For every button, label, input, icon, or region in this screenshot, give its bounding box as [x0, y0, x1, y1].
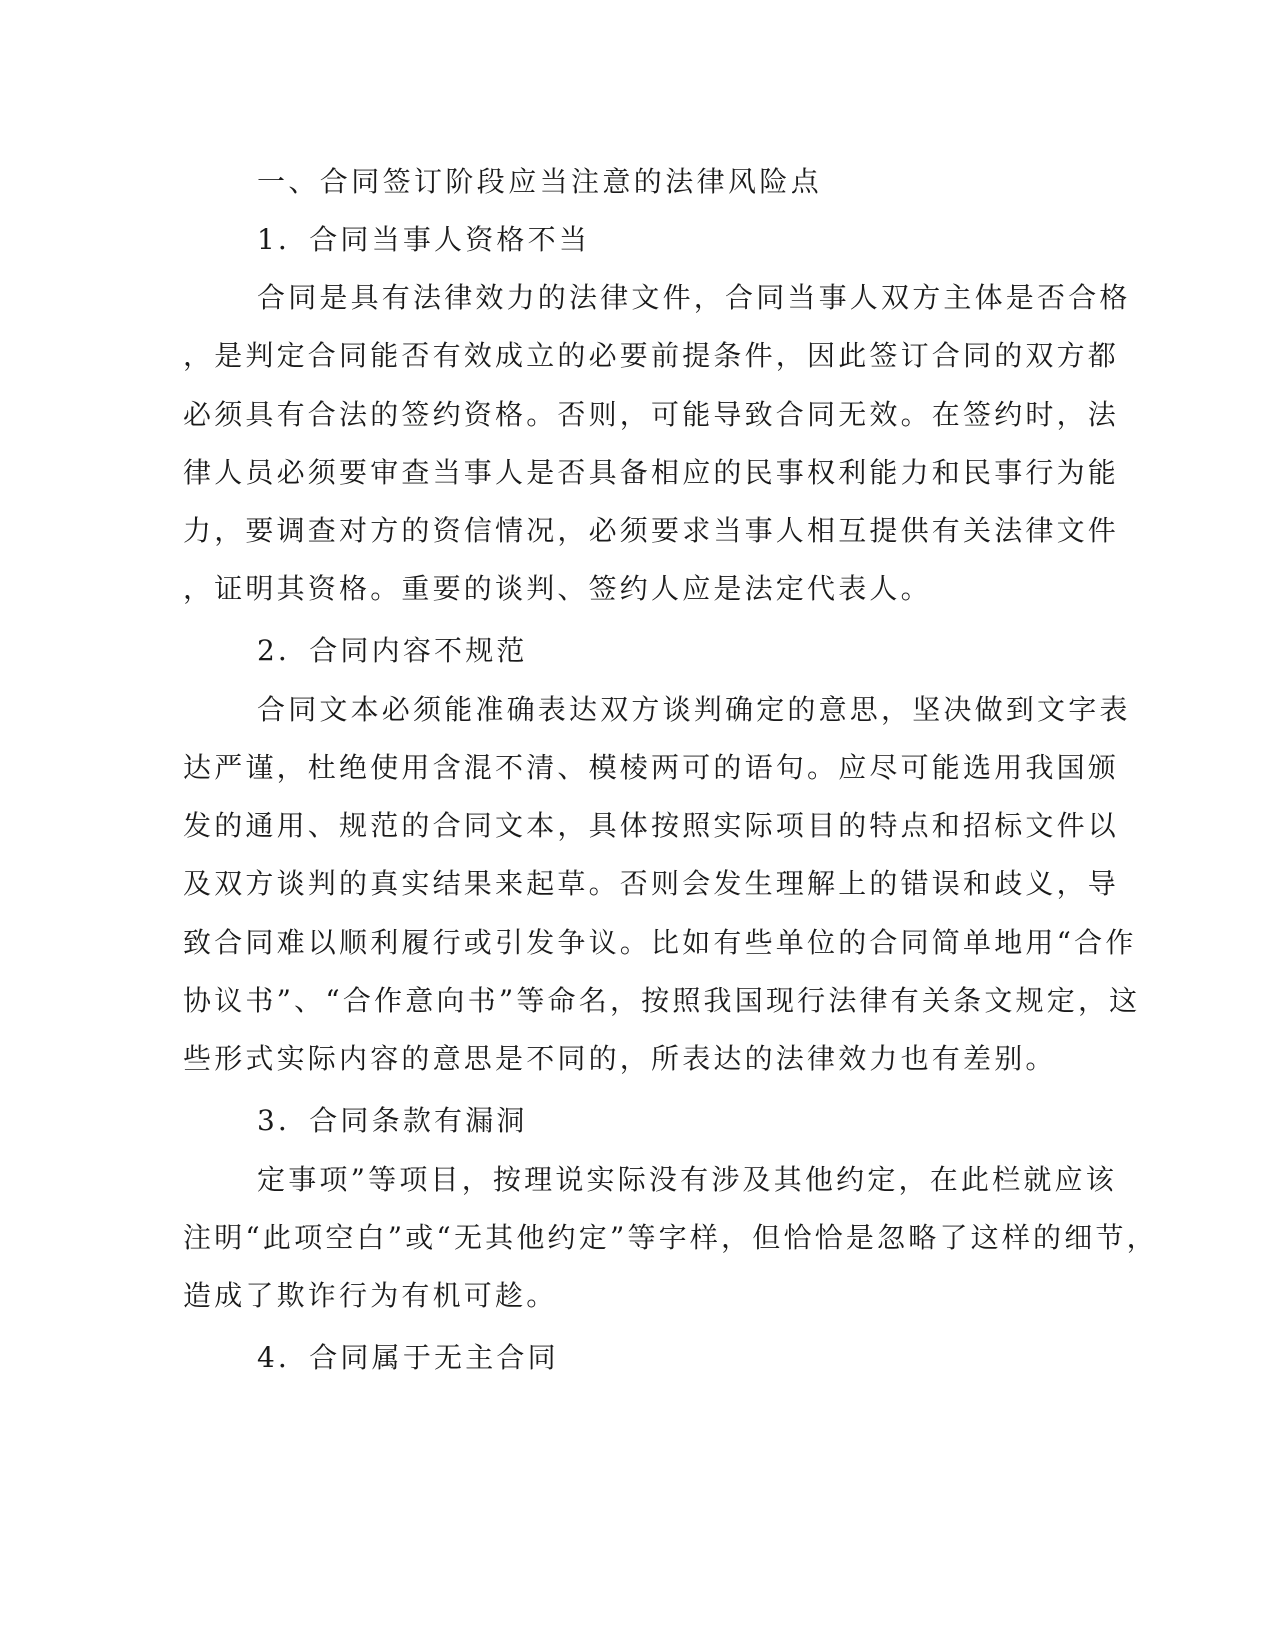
- paragraph-line: 致合同难以顺利履行或引发争议。比如有些单位的合同简单地用“合作: [183, 926, 1137, 959]
- paragraph-line: 造成了欺诈行为有机可趁。: [183, 1279, 558, 1312]
- paragraph-line: 注明“此项空白”或“无其他约定”等字样，但恰恰是忽略了这样的细节，: [183, 1221, 1158, 1254]
- item-title-2: 2．合同内容不规范: [257, 634, 528, 667]
- paragraph-line: 力，要调查对方的资信情况，必须要求当事人相互提供有关法律文件: [183, 514, 1120, 547]
- item-title-1: 1．合同当事人资格不当: [257, 223, 591, 256]
- paragraph-line: 些形式实际内容的意思是不同的，所表达的法律效力也有差别。: [183, 1042, 1057, 1075]
- paragraph-line: 达严谨，杜绝使用含混不清、模棱两可的语句。应尽可能选用我国颁: [183, 751, 1120, 784]
- paragraph-line: 协议书”、“合作意向书”等命名，按照我国现行法律有关条文规定，这: [183, 984, 1141, 1017]
- paragraph-line: 及双方谈判的真实结果来起草。否则会发生理解上的错误和歧义，导: [183, 867, 1120, 900]
- paragraph-line: 合同是具有法律效力的法律文件，合同当事人双方主体是否合格: [257, 281, 1131, 314]
- paragraph-line: 定事项”等项目，按理说实际没有涉及其他约定，在此栏就应该: [257, 1163, 1117, 1196]
- item-title-3: 3．合同条款有漏洞: [257, 1104, 528, 1137]
- item-title-4: 4．合同属于无主合同: [257, 1341, 559, 1374]
- paragraph-line: 发的通用、规范的合同文本，具体按照实际项目的特点和招标文件以: [183, 809, 1120, 842]
- section-heading: 一、合同签订阶段应当注意的法律风险点: [257, 165, 823, 198]
- paragraph-line: 合同文本必须能准确表达双方谈判确定的意思，坚决做到文字表: [257, 693, 1131, 726]
- paragraph-line: ，证明其资格。重要的谈判、签约人应是法定代表人。: [183, 572, 932, 605]
- paragraph-line: ，是判定合同能否有效成立的必要前提条件，因此签订合同的双方都: [183, 339, 1120, 372]
- paragraph-line: 律人员必须要审查当事人是否具备相应的民事权利能力和民事行为能: [183, 456, 1120, 489]
- paragraph-line: 必须具有合法的签约资格。否则，可能导致合同无效。在签约时，法: [183, 398, 1120, 431]
